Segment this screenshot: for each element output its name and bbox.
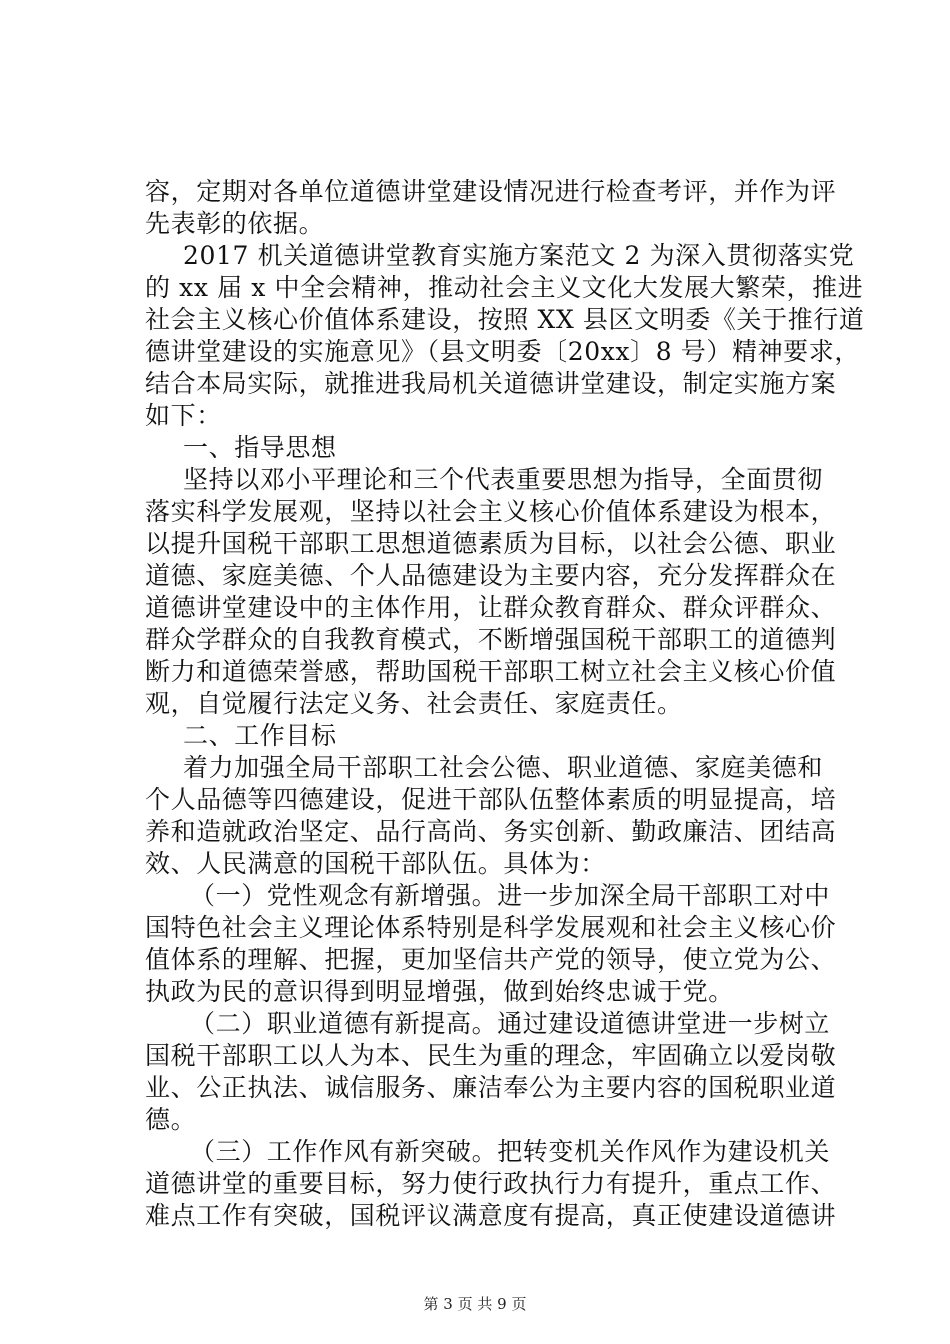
text-line: 结合本局实际，就推进我局机关道德讲堂建设，制定实施方案 <box>145 369 837 398</box>
text-line: 社会主义核心价值体系建设，按照 XX 县区文明委《关于推行道 <box>145 305 865 334</box>
text-line: 德讲堂建设的实施意见》（县文明委〔20xx〕8 号）精神要求， <box>145 337 860 366</box>
text-line: 国特色社会主义理论体系特别是科学发展观和社会主义核心价 <box>145 913 837 942</box>
text-line: 断力和道德荣誉感，帮助国税干部职工树立社会主义核心价值 <box>145 657 837 686</box>
text-line: 个人品德等四德建设，促进干部队伍整体素质的明显提高，培 <box>145 785 837 814</box>
text-line: 养和造就政治坚定、品行高尚、务实创新、勤政廉洁、团结高 <box>145 817 837 846</box>
text-line: 如下： <box>145 401 222 430</box>
text-line: 群众学群众的自我教育模式，不断增强国税干部职工的道德判 <box>145 625 837 654</box>
text-line: 观，自觉履行法定义务、社会责任、家庭责任。 <box>145 689 683 718</box>
text-line: 的 xx 届 x 中全会精神，推动社会主义文化大发展大繁荣，推进 <box>145 273 864 302</box>
text-line: 容，定期对各单位道德讲堂建设情况进行检查考评，并作为评 <box>145 177 837 206</box>
text-line: 国税干部职工以人为本、民生为重的理念，牢固确立以爱岗敬 <box>145 1041 837 1070</box>
page-number: 第 3 页 共 9 页 <box>423 1295 527 1313</box>
text-line: （三）工作作风有新突破。把转变机关作风作为建设机关 <box>190 1137 831 1166</box>
text-line: 先表彰的依据。 <box>145 209 325 238</box>
text-line: 落实科学发展观，坚持以社会主义核心价值体系建设为根本， <box>145 497 837 526</box>
text-line: 业、公正执法、诚信服务、廉洁奉公为主要内容的国税职业道 <box>145 1073 837 1102</box>
text-line: （二）职业道德有新提高。通过建设道德讲堂进一步树立 <box>190 1009 831 1038</box>
text-line: 道德、家庭美德、个人品德建设为主要内容，充分发挥群众在 <box>145 561 837 590</box>
text-line: 值体系的理解、把握，更加坚信共产党的领导，使立党为公、 <box>145 945 837 974</box>
text-line: 执政为民的意识得到明显增强，做到始终忠诚于党。 <box>145 977 734 1006</box>
document-body <box>145 176 865 1232</box>
section-heading: 二、工作目标 <box>183 721 337 750</box>
section-heading: 一、指导思想 <box>183 433 337 462</box>
text-line: 道德讲堂的重要目标，努力使行政执行力有提升，重点工作、 <box>145 1169 837 1198</box>
text-line: （一）党性观念有新增强。进一步加深全局干部职工对中 <box>190 881 831 910</box>
text-line: 难点工作有突破，国税评议满意度有提高，真正使建设道德讲 <box>145 1201 837 1230</box>
text-line: 效、人民满意的国税干部队伍。具体为： <box>145 849 606 878</box>
text-line: 道德讲堂建设中的主体作用，让群众教育群众、群众评群众、 <box>145 593 837 622</box>
text-line: 着力加强全局干部职工社会公德、职业道德、家庭美德和 <box>183 753 824 782</box>
text-line: 坚持以邓小平理论和三个代表重要思想为指导，全面贯彻 <box>183 465 824 494</box>
text-line: 德。 <box>145 1105 197 1134</box>
text-line: 2017 机关道德讲堂教育实施方案范文 2 为深入贯彻落实党 <box>183 241 855 270</box>
text-line: 以提升国税干部职工思想道德素质为目标，以社会公德、职业 <box>145 529 837 558</box>
